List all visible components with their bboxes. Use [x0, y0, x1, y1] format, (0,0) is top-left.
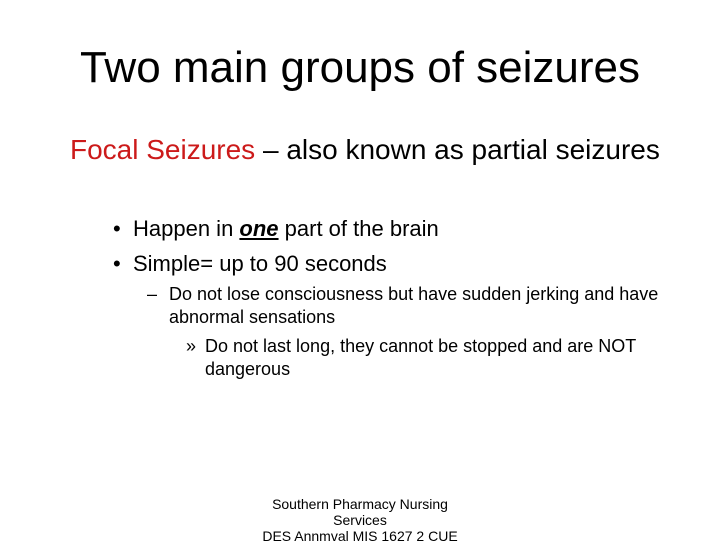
main-point: [70, 133, 670, 167]
main-point-highlight: Focal Seizures: [70, 134, 256, 165]
bullet-text-after: part of the brain: [278, 216, 439, 241]
footer-line-1: Southern Pharmacy Nursing: [272, 496, 448, 512]
sub-point: [147, 283, 687, 329]
footer-line-2: Services: [333, 512, 387, 528]
dash-marker: –: [147, 284, 158, 304]
footer-line-3: DES Annmval MIS 1627 2 CUE: [262, 528, 458, 544]
bullet-marker: •: [113, 251, 121, 276]
main-point-rest: – also known as partial seizures: [255, 134, 660, 165]
bullet-marker: •: [113, 216, 121, 241]
bullet-emphasis: one: [239, 216, 279, 241]
sub-point-text: Do not lose consciousness but have sudden jerking and have abnormal sensations: [169, 284, 659, 327]
slide-title: Two main groups of seizures: [79, 43, 641, 92]
sub-sub-point: [186, 335, 666, 381]
list-item: [113, 211, 693, 246]
sub-sub-point-text: Do not last long, they cannot be stopped and are NOT dangerous: [205, 336, 636, 379]
bullet-list: [113, 211, 693, 281]
footer: [220, 496, 500, 544]
bullet-text-before: Happen in: [133, 216, 240, 241]
chevron-marker: »: [186, 336, 197, 356]
bullet-text: Simple= up to 90 seconds: [133, 251, 387, 276]
list-item: [113, 246, 693, 281]
